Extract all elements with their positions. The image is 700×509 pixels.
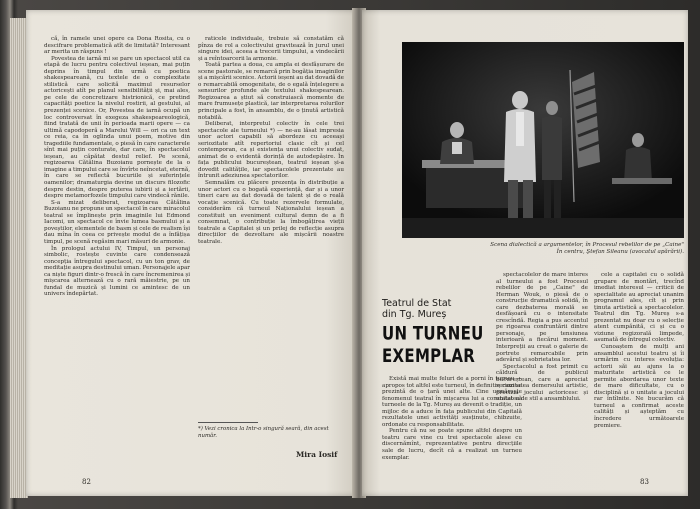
- page-number-right: 83: [640, 478, 649, 486]
- footnote-rule: [198, 422, 258, 423]
- footnote: *) Vezi cronica la Intr-o singură seară, din acest număr.: [198, 426, 329, 439]
- paragraph: spectacolelor de mare interes al turneului a fost Procesul rebelilor de pe „Caine" de Herman Wouk, o piesă de o construcție dramatică solidă, în care dezbaterea morală se desfășoară cu o intensitate crescîndă. Regia a pus accentul pe rigoarea confruntării dintre personaje, pe tensiunea interioară a fiecărui moment. Interpreții au creat o galerie de portrete remarcabile prin adevărul și sobrietatea lor.: [496, 272, 588, 364]
- kicker-line-2: din Tg. Mureș: [382, 309, 447, 320]
- right-column-lower-left: [382, 376, 522, 472]
- paragraph: Toată partea a doua, cu ampla ei desfășurare de scene pastorale, se remarcă prin bogăția imaginilor și a mișcării scenice. Actorii ieșeni au dat dovadă de o remarcabilă omogenitate, de o egală înțelegere a sensurilor profunde ale textului shakespearean. Regizoarea a știut să construiască momente de mare frumusețe plastică, iar interpretarea rolurilor principale a fost, în ansamblu, de o ținută artistică notabilă.: [198, 62, 344, 121]
- author-signature: Mira Iosif: [296, 450, 338, 459]
- kicker-line-1: Teatrul de Stat: [382, 298, 452, 309]
- right-column-lower-right: [594, 272, 684, 472]
- right-column-mid: [496, 272, 588, 403]
- left-column-2: [198, 36, 344, 416]
- stage-photo-image: [402, 42, 684, 238]
- stage-photo: [402, 42, 684, 238]
- paragraph: În prologul actului IV, Timpul, un personaj simbolic, rostește cuvinte care condensează concepția întregului spectacol, cu un ton grav, de meditație asupra destinului uman. Personajele apar ca niște figuri dintr-o frescă în care încremenirea și mișcarea alternează cu o rară măiestrie, pe un fundal de muzică și lumini ce amintesc de un univers îndepărtat.: [44, 245, 190, 298]
- paragraph: Există mai multe feluri de a porni în turneu — apropos tot altfel este turneul, în definitiv, cum se prezintă de o țară unei alte. Cine urmărește fenomenul teatral în mișcarea lui a constatat că turneele de la Tg. Mureș au devenit o tradiție, un mijloc de a aduce în fața publicului din Capitală rezultatele unei activități susținute, chibzuite, ordonate cu responsabilitate.: [382, 376, 522, 428]
- photo-caption: [402, 242, 684, 256]
- paragraph: Spectacolul a fost primit cu căldură de publicul bucureștean, care a apreciat seriozitatea demersului artistic, precizia jocului actoricesc și unitatea de stil a ansamblului.: [496, 363, 588, 403]
- right-page: [362, 10, 688, 496]
- page-number-left: 82: [82, 478, 91, 486]
- paragraph: Deliberat, interpretul colectiv în cele trei spectacole ale turneului *) — ne-au lăsat impresia unor actori capabili să abordeze cu aceeași seriozitate atît repertoriul clasic cît și cel contemporan, ca și existența unui colectiv sudat, animat de o evidentă dorință de autodepășire. În fața publicului bucureștean, teatrul ieșean și-a dovedit calitățile, iar spectacolele prezentate au întrunit adeziunea spectatorilor.: [198, 121, 344, 180]
- paragraph: Pentru că nu se poate spune altfel despre un teatru care vine cu trei spectacole alese cu discernămînt, reprezentative pentru direcțiile sale de lucru, decît că a realizat un turneu exemplar.: [382, 428, 522, 461]
- photo-caption-line-2: În centru, Ştefan Sileanu (avocatul apărării).: [556, 249, 684, 255]
- paragraph: Semnalăm cu plăcere prezența în distribuție a unor actori cu o bogată experiență, dar și a unor tineri care au dat dovadă de talent și de o reală vocație scenică. Cu toate rezervele formulate, considerăm că turneul Naționalului ieșean a constituit un eveniment cultural demn de a fi consemnat, o contribuție la îmbogățirea vieții teatrale a Capitalei și un prilej de reflecție asupra direcțiilor de dezvoltare ale mișcării noastre teatrale.: [198, 180, 344, 245]
- photo-caption-line-1: Scena dialectică a argumentelor, în Procesul rebelilor de pe „Caine": [490, 242, 684, 248]
- article-headline: [382, 322, 492, 367]
- paragraph: cele a capitalei cu o solidă grupare de montări, trecînd imediat interesul — criticii de specialitate au apreciat unanim programul ales, cît și prin ținuta artistică a spectacolelor. Teatrul din Tg. Mureș s-a prezentat nu doar cu o selecție atent cumpănită, ci și cu o viziune regizorală limpede, asumată de întregul colectiv.: [594, 272, 684, 344]
- paragraph: S-a mizat deliberat, regizoarea Cătălina Buzoianu ne propune un spectacol în care miracolul teatral se împlinește prin imaginile lui Edmond Iacomi, un spectacol ce învie lumea basmului și a poveștilor, elementele de basm și cele de realism își dau mîna în ceea ce privește modul de a înfățișa timpul, pe scenă regăsim mari măsuri de armonie.: [44, 199, 190, 245]
- paragraph: raticele individuale, trebuie să constatăm că pînza de rol a colectivului gravitează în jurul unei singure idei, aceea a trecerii timpului, a vindecării și a reîntoarcerii la armonie.: [198, 36, 344, 62]
- headline-line-2: EXEMPLAR: [382, 344, 476, 367]
- left-page: [26, 10, 358, 496]
- headline-line-1: UN TURNEU: [382, 322, 484, 345]
- paragraph: Povestea de iarnă mi se pare un spectacol util ca etapă de lucru pentru colectivul ieșean, mai puțin deprins în timpul din urmă cu poetica shakespeareană, cu textele de o complexitate stilistică care solicită maximul resurselor actoricești atît pe planul sensibilității și, mai ales, pe cele de concretizare histrionică, ce pretind capacități poetice la nivelul rostirii, al gestului, al prezenței scenice. Or, Povestea de iarnă ocupă un loc controversat în exegeza shakespeareologică, fiind tratată de unii în perioada marii opere — ca ultimă capodoperă a Marelui Will — ori ca un text ce reia, ca în oglinda unui poem, motive din tragediile fundamentale, o piesă în care caracterele sînt mai puțin conturate, dar care, în spectacolul ieșean, au căpătat destul relief. Pe scenă, regizoarea Cătălina Buzoianu pornește de la o imagine a timpului care se învîrte neîncetat, eternă, în care se reflectă bucuriile și suferințele oamenilor; dramaturgia devine un discurs filozofic despre destin, despre puterea iubirii și a iertării, despre metamorfozele timpului care vindecă rănile.: [44, 55, 190, 200]
- paragraph: Cunoaștem de mulți ani ansamblul acestui teatru și îi urmărim cu interes evoluția: actorii săi au ajuns la o maturitate artistică ce le permite abordarea unor texte de mare dificultate, cu o disciplină și o unitate a jocului rar întîlnite. Ne bucurăm că turneul a confirmat aceste calități și așteptăm cu încredere următoarele premiere.: [594, 344, 684, 429]
- article-kicker: [382, 298, 492, 320]
- paragraph: că, în ramele unei opere ca Dona Rosita, cu o descifrare problematică atît de limitată? Interesant ar merita un răspuns !: [44, 36, 190, 56]
- left-column-1: [44, 36, 190, 476]
